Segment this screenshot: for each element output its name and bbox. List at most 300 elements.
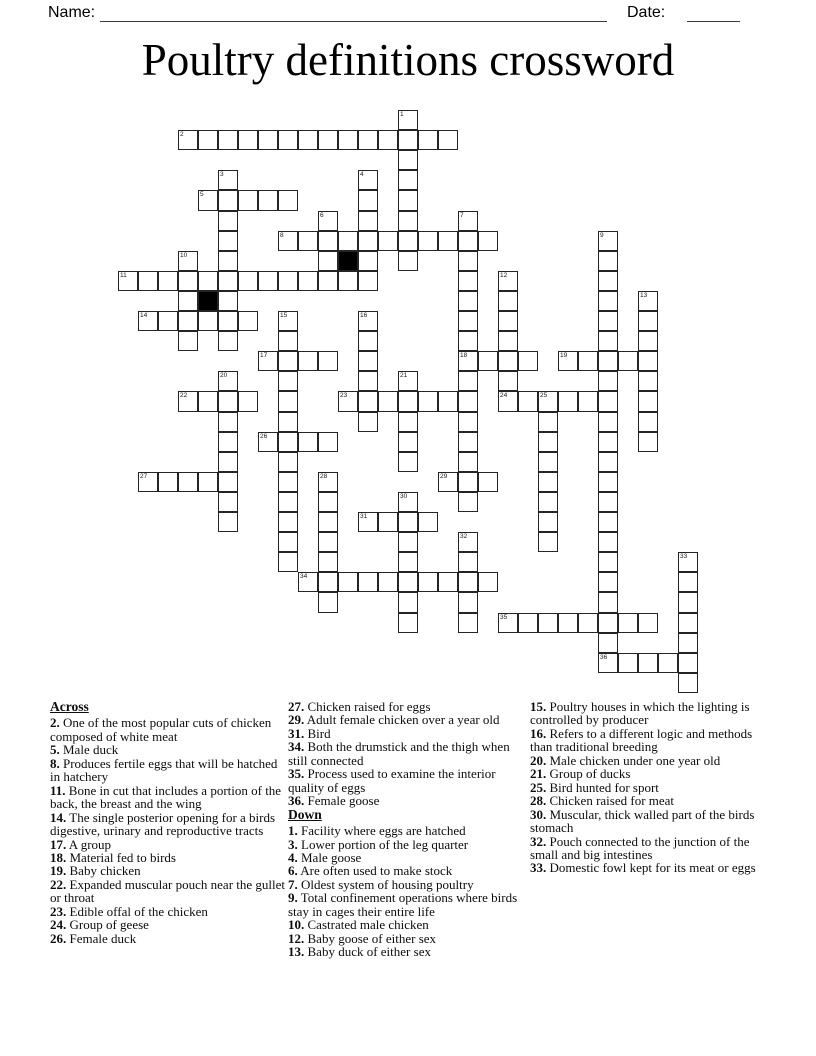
grid-cell[interactable] [218,311,238,331]
grid-cell[interactable] [398,452,418,472]
grid-cell[interactable] [458,432,478,452]
clue-item: 25. Bird hunted for sport [530,779,659,795]
date-label: Date: [627,4,666,21]
grid-cell[interactable] [478,572,498,592]
cell-number: 12 [500,271,508,279]
grid-cell[interactable] [358,512,378,532]
grid-cell[interactable] [398,592,418,612]
grid-cell[interactable] [378,391,398,411]
grid-cell[interactable] [298,271,318,291]
grid-cell[interactable] [318,572,338,592]
grid-cell[interactable] [598,532,618,552]
grid-cell[interactable] [398,251,418,271]
grid-cell[interactable] [598,472,618,492]
grid-cell[interactable] [458,572,478,592]
clue-item: 26. Female duck [50,930,137,946]
grid-cell[interactable] [338,271,358,291]
grid-cell[interactable] [598,251,618,271]
grid-cell[interactable] [218,291,238,311]
grid-cell[interactable] [498,271,518,291]
grid-cell[interactable] [278,552,298,572]
grid-cell[interactable] [278,190,298,210]
grid-cell[interactable] [438,472,458,492]
grid-cell[interactable] [498,311,518,331]
grid-cell[interactable] [418,391,438,411]
clue-item: 30. Muscular, thick walled part of the birds stomach [530,806,755,836]
cell-number: 16 [360,312,368,319]
grid-cell[interactable] [218,190,238,210]
grid-cell[interactable] [178,271,198,291]
grid-cell[interactable] [298,231,318,251]
clue-item: 13. Baby duck of either sex [288,944,431,960]
grid-cell[interactable] [118,271,138,291]
grid-cell[interactable] [598,592,618,612]
grid-cell[interactable] [638,331,658,351]
crossword-grid [118,110,699,694]
grid-cell[interactable] [278,472,298,492]
grid-cell[interactable] [598,492,618,512]
grid-cell[interactable] [678,633,698,653]
grid-cell[interactable] [498,371,518,391]
cell-number: 28 [320,472,328,480]
grid-cell[interactable] [378,231,398,251]
grid-cell[interactable] [398,412,418,432]
grid-cell[interactable] [338,231,358,251]
grid-cell[interactable] [518,391,538,411]
grid-cell[interactable] [638,613,658,633]
cell-number: 31 [360,513,368,520]
clue-item: 22. Expanded muscular pouch near the gullet or throat [50,876,286,906]
grid-cell[interactable] [218,512,238,532]
clue-item: 7. Oldest system of housing poultry [288,876,474,892]
cell-number: 19 [560,352,568,360]
grid-cell[interactable] [218,251,238,271]
grid-cell[interactable] [598,371,618,391]
clue-item: 4. Male goose [288,849,362,865]
grid-cell[interactable] [398,432,418,452]
grid-cell[interactable] [678,613,698,633]
grid-cell[interactable] [318,211,338,231]
grid-cell[interactable] [678,572,698,592]
grid-cell[interactable] [658,653,678,673]
grid-cell[interactable] [458,271,478,291]
cell-number: 8 [280,231,284,239]
grid-cell[interactable] [438,572,458,592]
grid-cell[interactable] [398,231,418,251]
grid-cell[interactable] [578,613,598,633]
black-cell [338,251,358,271]
grid-cell[interactable] [178,331,198,351]
grid-cell[interactable] [238,391,258,411]
clue-item: 12. Baby goose of either sex [288,930,437,946]
grid-cell[interactable] [498,291,518,311]
grid-cell[interactable] [198,391,218,411]
clue-item: 17. A group [50,836,112,852]
grid-cell[interactable] [398,613,418,633]
clues-column-1 [50,700,287,945]
cell-number: 32 [460,533,468,541]
grid-cell[interactable] [398,532,418,552]
grid-cell[interactable] [318,512,338,532]
grid-cell[interactable] [178,391,198,411]
grid-cell[interactable] [578,351,598,371]
grid-cell[interactable] [178,251,198,271]
cell-number: 35 [500,613,508,621]
clue-item: 1. Facility where eggs are hatched [288,823,466,839]
cell-number: 14 [140,312,148,319]
grid-cell[interactable] [598,572,618,592]
grid-cell[interactable] [138,311,158,331]
grid-cell[interactable] [558,351,578,371]
grid-cell[interactable] [318,271,338,291]
grid-cell[interactable] [218,231,238,251]
grid-cell[interactable] [258,130,278,150]
grid-cell[interactable] [318,251,338,271]
grid-cell[interactable] [158,311,178,331]
grid-cell[interactable] [398,190,418,210]
down-heading: Down [288,806,322,822]
grid-cell[interactable] [278,512,298,532]
grid-cell[interactable] [438,130,458,150]
grid-cell[interactable] [458,613,478,633]
cell-number: 24 [500,392,508,400]
grid-cell[interactable] [598,452,618,472]
grid-cell[interactable] [498,331,518,351]
grid-cell[interactable] [358,130,378,150]
grid-cell[interactable] [298,130,318,150]
grid-cell[interactable] [258,271,278,291]
grid-cell[interactable] [458,331,478,351]
grid-cell[interactable] [518,351,538,371]
clue-item: 8. Produces fertile eggs that will be hatched in hatchery [50,755,278,785]
grid-cell[interactable] [278,331,298,351]
grid-cell[interactable] [478,351,498,371]
grid-cell[interactable] [598,633,618,653]
grid-cell[interactable] [638,371,658,391]
grid-cell[interactable] [438,231,458,251]
grid-cell[interactable] [618,653,638,673]
grid-cell[interactable] [198,271,218,291]
cell-number: 10 [180,251,188,259]
grid-cell[interactable] [538,472,558,492]
cell-number: 15 [280,312,288,319]
cell-number: 1 [400,111,404,118]
grid-cell[interactable] [298,432,318,452]
name-label: Name: [48,4,96,21]
grid-cell[interactable] [218,331,238,351]
clue-item: 5. Male duck [50,742,119,758]
grid-cell[interactable] [598,271,618,291]
grid-cell[interactable] [158,271,178,291]
grid-cell[interactable] [218,412,238,432]
grid-cell[interactable] [358,231,378,251]
grid-cell[interactable] [358,371,378,391]
clue-item: 20. Male chicken under one year old [530,752,721,768]
grid-cell[interactable] [338,130,358,150]
grid-cell[interactable] [378,512,398,532]
grid-cell[interactable] [638,291,658,311]
grid-cell[interactable] [398,110,418,130]
grid-cell[interactable] [538,613,558,633]
clues-column-2 [288,700,524,959]
grid-cell[interactable] [278,371,298,391]
grid-cell[interactable] [278,412,298,432]
clue-item: 29. Adult female chicken over a year old [288,712,500,728]
grid-cell[interactable] [398,371,418,391]
date-blank-line[interactable] [687,4,740,22]
grid-cell[interactable] [318,552,338,572]
grid-cell[interactable] [238,190,258,210]
grid-cell[interactable] [638,653,658,673]
grid-cell[interactable] [318,231,338,251]
grid-cell[interactable] [458,452,478,472]
grid-cell[interactable] [398,391,418,411]
grid-cell[interactable] [178,311,198,331]
clue-item: 28. Chicken raised for meat [530,793,675,809]
grid-cell[interactable] [318,592,338,612]
grid-cell[interactable] [598,552,618,572]
grid-cell[interactable] [418,512,438,532]
grid-cell[interactable] [598,391,618,411]
grid-cell[interactable] [218,211,238,231]
clue-item: 23. Edible offal of the chicken [50,903,208,919]
grid-cell[interactable] [278,432,298,452]
grid-cell[interactable] [678,552,698,572]
grid-cell[interactable] [278,231,298,251]
grid-cell[interactable] [458,532,478,552]
grid-cell[interactable] [398,130,418,150]
grid-cell[interactable] [418,572,438,592]
grid-cell[interactable] [278,351,298,371]
grid-cell[interactable] [418,231,438,251]
grid-cell[interactable] [318,492,338,512]
grid-cell[interactable] [398,512,418,532]
grid-cell[interactable] [678,673,698,693]
grid-cell[interactable] [458,371,478,391]
grid-cell[interactable] [598,311,618,331]
grid-cell[interactable] [178,130,198,150]
cell-number: 25 [540,392,548,400]
grid-cell[interactable] [638,311,658,331]
grid-cell[interactable] [458,211,478,231]
grid-cell[interactable] [218,472,238,492]
grid-cell[interactable] [238,271,258,291]
grid-cell[interactable] [458,592,478,612]
grid-cell[interactable] [598,231,618,251]
grid-cell[interactable] [418,130,438,150]
grid-cell[interactable] [358,211,378,231]
grid-cell[interactable] [498,391,518,411]
grid-cell[interactable] [638,412,658,432]
grid-cell[interactable] [478,472,498,492]
cell-number: 6 [320,211,324,219]
grid-cell[interactable] [558,613,578,633]
grid-cell[interactable] [218,432,238,452]
cell-number: 4 [360,171,364,179]
grid-cell[interactable] [398,150,418,170]
grid-cell[interactable] [618,613,638,633]
grid-cell[interactable] [138,271,158,291]
grid-cell[interactable] [438,391,458,411]
grid-cell[interactable] [278,452,298,472]
grid-cell[interactable] [598,613,618,633]
cell-number: 17 [260,352,268,360]
grid-cell[interactable] [138,472,158,492]
grid-cell[interactable] [318,130,338,150]
grid-cell[interactable] [498,351,518,371]
clue-item: 16. Refers to a different logic and methods than traditional breeding [530,725,753,755]
grid-cell[interactable] [358,351,378,371]
grid-cell[interactable] [198,130,218,150]
clues-column-3 [530,700,772,875]
grid-cell[interactable] [398,170,418,190]
grid-cell[interactable] [318,472,338,492]
grid-cell[interactable] [178,472,198,492]
grid-cell[interactable] [278,130,298,150]
cell-number: 2 [180,131,184,139]
grid-cell[interactable] [358,311,378,331]
grid-cell[interactable] [458,231,478,251]
clue-item: 35. Process used to examine the interior quality of eggs [288,766,496,795]
grid-cell[interactable] [278,391,298,411]
grid-cell[interactable] [458,391,478,411]
cell-number: 36 [600,653,608,661]
grid-cell[interactable] [578,391,598,411]
grid-cell[interactable] [358,251,378,271]
grid-cell[interactable] [598,351,618,371]
grid-cell[interactable] [398,492,418,512]
clue-item: 6. Are often used to make stock [288,863,453,879]
black-cell [198,291,218,311]
clue-item: 31. Bird [288,725,331,741]
grid-cell[interactable] [298,351,318,371]
cell-number: 29 [440,472,448,480]
grid-cell[interactable] [278,271,298,291]
grid-cell[interactable] [358,572,378,592]
grid-cell[interactable] [538,391,558,411]
cell-number: 22 [180,392,188,400]
grid-cell[interactable] [458,291,478,311]
grid-cell[interactable] [598,412,618,432]
cell-number: 3 [220,171,224,179]
grid-cell[interactable] [478,231,498,251]
grid-cell[interactable] [238,130,258,150]
grid-cell[interactable] [218,492,238,512]
grid-cell[interactable] [218,130,238,150]
grid-cell[interactable] [558,391,578,411]
grid-cell[interactable] [158,472,178,492]
grid-cell[interactable] [618,351,638,371]
grid-cell[interactable] [678,592,698,612]
grid-cell[interactable] [258,351,278,371]
grid-cell[interactable] [198,190,218,210]
cell-number: 9 [600,231,604,239]
grid-cell[interactable] [338,391,358,411]
clue-item: 10. Castrated male chicken [288,917,429,933]
grid-cell[interactable] [398,211,418,231]
grid-cell[interactable] [358,412,378,432]
grid-cell[interactable] [358,331,378,351]
grid-cell[interactable] [598,432,618,452]
grid-cell[interactable] [638,432,658,452]
grid-cell[interactable] [358,271,378,291]
cell-number: 7 [460,211,464,219]
grid-cell[interactable] [358,391,378,411]
name-blank-line[interactable] [100,4,607,22]
grid-cell[interactable] [538,492,558,512]
grid-cell[interactable] [278,492,298,512]
grid-cell[interactable] [638,391,658,411]
cell-number: 23 [340,392,348,400]
grid-cell[interactable] [458,412,478,432]
grid-cell[interactable] [518,613,538,633]
grid-cell[interactable] [338,572,358,592]
grid-cell[interactable] [598,291,618,311]
grid-cell[interactable] [218,170,238,190]
grid-cell[interactable] [258,190,278,210]
grid-cell[interactable] [378,130,398,150]
cell-number: 33 [680,553,688,561]
clue-item: 36. Female goose [288,793,380,809]
grid-cell[interactable] [458,311,478,331]
grid-cell[interactable] [238,311,258,331]
grid-cell[interactable] [358,170,378,190]
grid-cell[interactable] [218,371,238,391]
grid-cell[interactable] [218,391,238,411]
grid-cell[interactable] [598,331,618,351]
grid-cell[interactable] [538,512,558,532]
grid-cell[interactable] [458,552,478,572]
cell-number: 11 [120,271,127,279]
grid-cell[interactable] [318,351,338,371]
grid-cell[interactable] [318,432,338,452]
grid-cell[interactable] [598,512,618,532]
grid-cell[interactable] [458,472,478,492]
grid-cell[interactable] [178,291,198,311]
grid-cell[interactable] [538,432,558,452]
grid-cell[interactable] [538,452,558,472]
grid-cell[interactable] [398,572,418,592]
grid-cell[interactable] [258,432,278,452]
grid-cell[interactable] [458,351,478,371]
grid-cell[interactable] [278,311,298,331]
grid-cell[interactable] [198,472,218,492]
grid-cell[interactable] [218,452,238,472]
grid-cell[interactable] [278,532,298,552]
grid-cell[interactable] [398,552,418,572]
clue-item: 21. Group of ducks [530,766,631,782]
grid-cell[interactable] [378,572,398,592]
grid-cell[interactable] [498,613,518,633]
cell-number: 18 [460,352,468,360]
grid-cell[interactable] [598,653,618,673]
cell-number: 13 [640,291,648,299]
grid-cell[interactable] [458,251,478,271]
clue-item: 24. Group of geese [50,917,149,933]
clue-item: 3. Lower portion of the leg quarter [288,836,469,852]
grid-cell[interactable] [678,653,698,673]
clue-item: 33. Domestic fowl kept for its meat or eggs [530,860,756,876]
grid-cell[interactable] [538,532,558,552]
grid-cell[interactable] [318,532,338,552]
grid-cell[interactable] [198,311,218,331]
grid-cell[interactable] [218,271,238,291]
grid-cell[interactable] [458,492,478,512]
grid-cell[interactable] [538,412,558,432]
grid-cell[interactable] [638,351,658,371]
grid-cell[interactable] [358,190,378,210]
grid-cell[interactable] [298,572,318,592]
